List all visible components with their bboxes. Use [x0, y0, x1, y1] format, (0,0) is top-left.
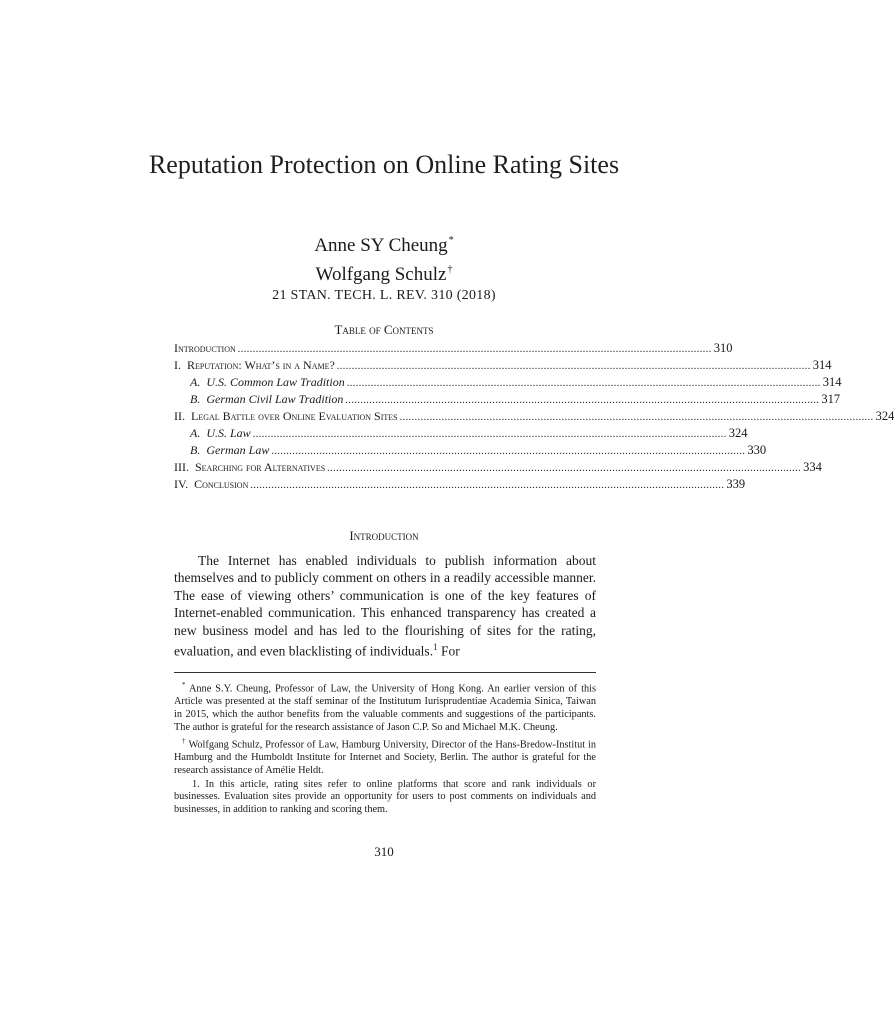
- author-footnote-mark[interactable]: *: [448, 235, 454, 246]
- footnotes: [174, 679, 596, 818]
- toc-leader-dots: ..............................................................................................................................................................: [399, 412, 874, 423]
- table-of-contents: [174, 340, 894, 493]
- toc-entry[interactable]: [174, 442, 767, 459]
- toc-entry-page: 324: [728, 426, 748, 440]
- author-list: [150, 229, 618, 287]
- toc-entry-title: Reputation: What’s in a Name?: [187, 358, 335, 372]
- toc-entry[interactable]: [174, 391, 841, 408]
- footnote-mark: 1.: [192, 778, 200, 790]
- toc-entry-title: German Civil Law Tradition: [206, 392, 344, 406]
- toc-leader-dots: ..............................................................................................................................................................: [252, 429, 727, 440]
- footnote-mark: *: [182, 681, 186, 689]
- toc-leader-dots: ..............................................................................................................................................................: [327, 463, 802, 474]
- toc-entry-page: 314: [812, 358, 832, 372]
- toc-entry-number: II.: [174, 409, 185, 423]
- toc-entry-number: A.: [190, 375, 201, 389]
- author-name: [150, 229, 618, 258]
- author-name: [150, 258, 618, 287]
- author-name-text: Anne SY Cheung: [314, 235, 448, 256]
- footnote-mark: †: [182, 737, 186, 746]
- toc-entry-title: German Law: [206, 443, 270, 457]
- footnote: [174, 735, 596, 778]
- toc-entry[interactable]: [174, 340, 733, 357]
- toc-leader-dots: ..............................................................................................................................................................: [250, 480, 725, 491]
- article-title: Reputation Protection on Online Rating Sites: [148, 150, 620, 179]
- footnote: [174, 779, 596, 817]
- toc-entry[interactable]: [174, 425, 748, 442]
- toc-leader-dots: ..............................................................................................................................................................: [336, 361, 811, 372]
- toc-entry-page: 330: [747, 443, 767, 457]
- body-paragraph-text: The Internet has enabled individuals to publish information about themselves and to publicly comment on others in a readily accessible manner. The ease of viewing others’ communication is one of the key features of Internet-enabled communication. This enhanced transparency has created a new business model and has led to the flourishing of sites for the rating, evaluation, and even blacklisting of individuals.: [174, 553, 596, 659]
- body-paragraph: [174, 552, 596, 660]
- toc-entry-title: Conclusion: [194, 477, 249, 491]
- toc-entry[interactable]: [174, 357, 832, 374]
- toc-entry-page: 317: [821, 392, 841, 406]
- author-name-text: Wolfgang Schulz: [315, 264, 447, 285]
- toc-entry-title: U.S. Law: [206, 426, 251, 440]
- section-heading: Introduction: [349, 528, 419, 543]
- toc-entry-page: 310: [713, 341, 733, 355]
- toc-heading: Table of Contents: [334, 322, 434, 337]
- toc-entry[interactable]: [174, 476, 746, 493]
- toc-entry-number: I.: [174, 358, 181, 372]
- toc-leader-dots: ..............................................................................................................................................................: [237, 344, 712, 355]
- toc-entry-page: 339: [726, 477, 746, 491]
- footnote: [174, 679, 596, 734]
- footnote-text: Wolfgang Schulz, Professor of Law, Hamburg University, Director of the Hans-Bredow-Institut in Hamburg and the Humboldt Institute for Internet and Society, Berlin. The author is grateful for the research assistance of Amélie Heldt.: [174, 739, 596, 777]
- toc-leader-dots: ..............................................................................................................................................................: [346, 378, 821, 389]
- toc-entry-number: A.: [190, 426, 201, 440]
- toc-entry-page: 324: [875, 409, 894, 423]
- toc-entry-number: B.: [190, 443, 201, 457]
- toc-entry-title: Searching for Alternatives: [195, 460, 326, 474]
- toc-entry-title: Legal Battle over Online Evaluation Sites: [191, 409, 398, 423]
- toc-entry[interactable]: [174, 408, 894, 425]
- footnote-text: Anne S.Y. Cheung, Professor of Law, the University of Hong Kong. An earlier version of this Article was presented at the staff seminar of the Institutum Iurisprudentiae Academia Sinica, Taiwan in 2015, which the author benefits from the valuable comments and suggestions of the participants. The author is grateful for the research assistance of Jason C.P. So and Michael M.K. Cheung.: [174, 683, 596, 733]
- toc-entry-number: IV.: [174, 477, 189, 491]
- footnote-text: In this article, rating sites refer to online platforms that score and rank individuals or businesses. Evaluation sites provide an opportunity for users to post comments on individuals and businesses, in addition to ranking and scoring them.: [174, 778, 597, 816]
- toc-entry-title: U.S. Common Law Tradition: [206, 375, 345, 389]
- toc-entry-page: 314: [822, 375, 842, 389]
- footnote-divider: [174, 672, 596, 673]
- citation: 21 STAN. TECH. L. REV. 310 (2018): [272, 288, 496, 303]
- toc-leader-dots: ..............................................................................................................................................................: [271, 446, 746, 457]
- toc-entry-page: 334: [803, 460, 822, 474]
- footnote-reference[interactable]: 1: [433, 642, 438, 653]
- page-number: 310: [374, 844, 394, 859]
- toc-entry-title: Introduction: [174, 341, 236, 355]
- toc-leader-dots: ..............................................................................................................................................................: [345, 395, 820, 406]
- toc-entry[interactable]: [174, 374, 842, 391]
- body-paragraph-continuation: For: [437, 643, 460, 659]
- author-footnote-mark[interactable]: †: [447, 264, 453, 275]
- toc-entry-number: III.: [174, 460, 189, 474]
- toc-entry-number: B.: [190, 392, 201, 406]
- toc-entry[interactable]: [174, 459, 822, 476]
